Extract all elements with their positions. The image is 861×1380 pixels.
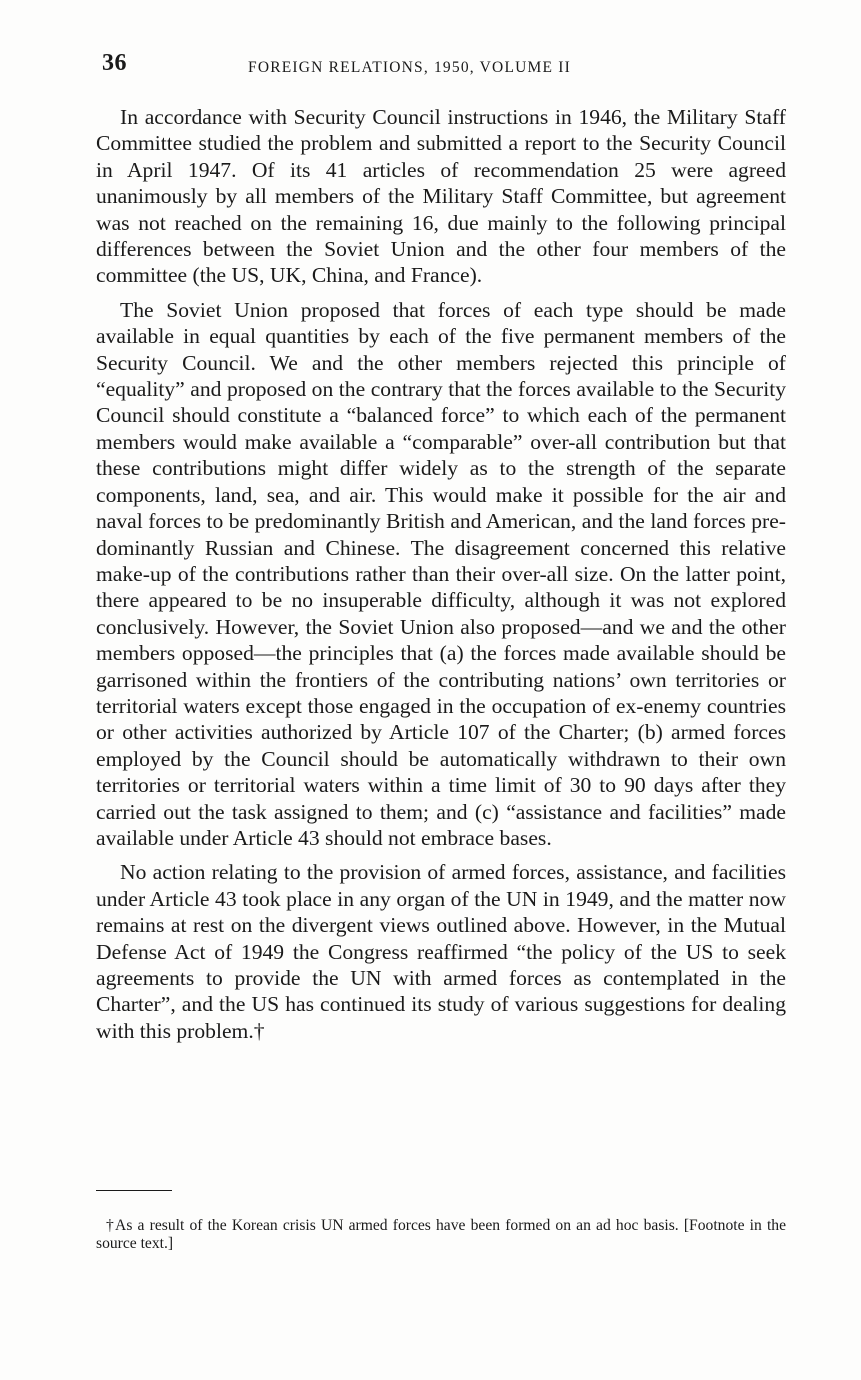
footnote-divider: [96, 1190, 172, 1191]
footnote: †As a result of the Korean crisis UN armed forces have been formed on an ad hoc basis. [Footnote in the source text.]: [96, 1216, 786, 1252]
paragraph-3: No action relating to the provision of armed forces, assistance, and facilities under Article 43 took place in any organ of the UN in 1949, and the matter now remains at rest on the divergent views outlined above. However, in the Mutual Defense Act of 1949 the Congress reaffirmed “the policy of the US to seek agreements to provide the UN with armed forces as contemplated in the Charter”, and the US has continued its study of various suggestions for dealing with this problem.†: [96, 860, 786, 1043]
body-text: [96, 104, 786, 1052]
page-header: [98, 50, 786, 84]
running-head: FOREIGN RELATIONS, 1950, VOLUME II: [248, 59, 571, 76]
paragraph-2: The Soviet Union proposed that forces of each type should be made available in equal quantities by each of the five permanent members of the Security Council. We and the other members rejected this principle of “equality” and proposed on the contrary that the forces available to the Security Council should constitute a “balanced force” to which each of the permanent members would make available a “comparable” over-all contribution but that these contributions might differ widely as to the strength of the separate components, land, sea, and air. This would make it possible for the air and naval forces to be predominantly British and American, and the land forces predominantly Russian and Chinese. The disagreement concerned this relative make-up of the contributions rather than their over-all size. On the latter point, there appeared to be no insuperable difficulty, although it was not explored conclusively. However, the Soviet Union also proposed—and we and the other members opposed—the principles that (a) the forces made available should be garrisoned within the frontiers of the contributing nations’ own territories or territorial waters except those engaged in the occupation of ex-enemy countries or other activities authorized by Article 107 of the Charter; (b) armed forces employed by the Council should be automatically withdrawn to their own territories or territorial waters within a time limit of 30 to 90 days after they carried out the task assigned to them; and (c) “assistance and facilities” made available under Article 43 should not embrace bases.: [96, 297, 786, 850]
page-number: 36: [102, 50, 127, 76]
paragraph-1: In accordance with Security Council instructions in 1946, the Military Staff Committee studied the problem and submitted a report to the Security Council in April 1947. Of its 41 articles of recommendation 25 were agreed unanimously by all members of the Military Staff Committee, but agreement was not reached on the remaining 16, due mainly to the following principal differences between the Soviet Union and the other four members of the committee (the US, UK, China, and France).: [96, 105, 786, 288]
